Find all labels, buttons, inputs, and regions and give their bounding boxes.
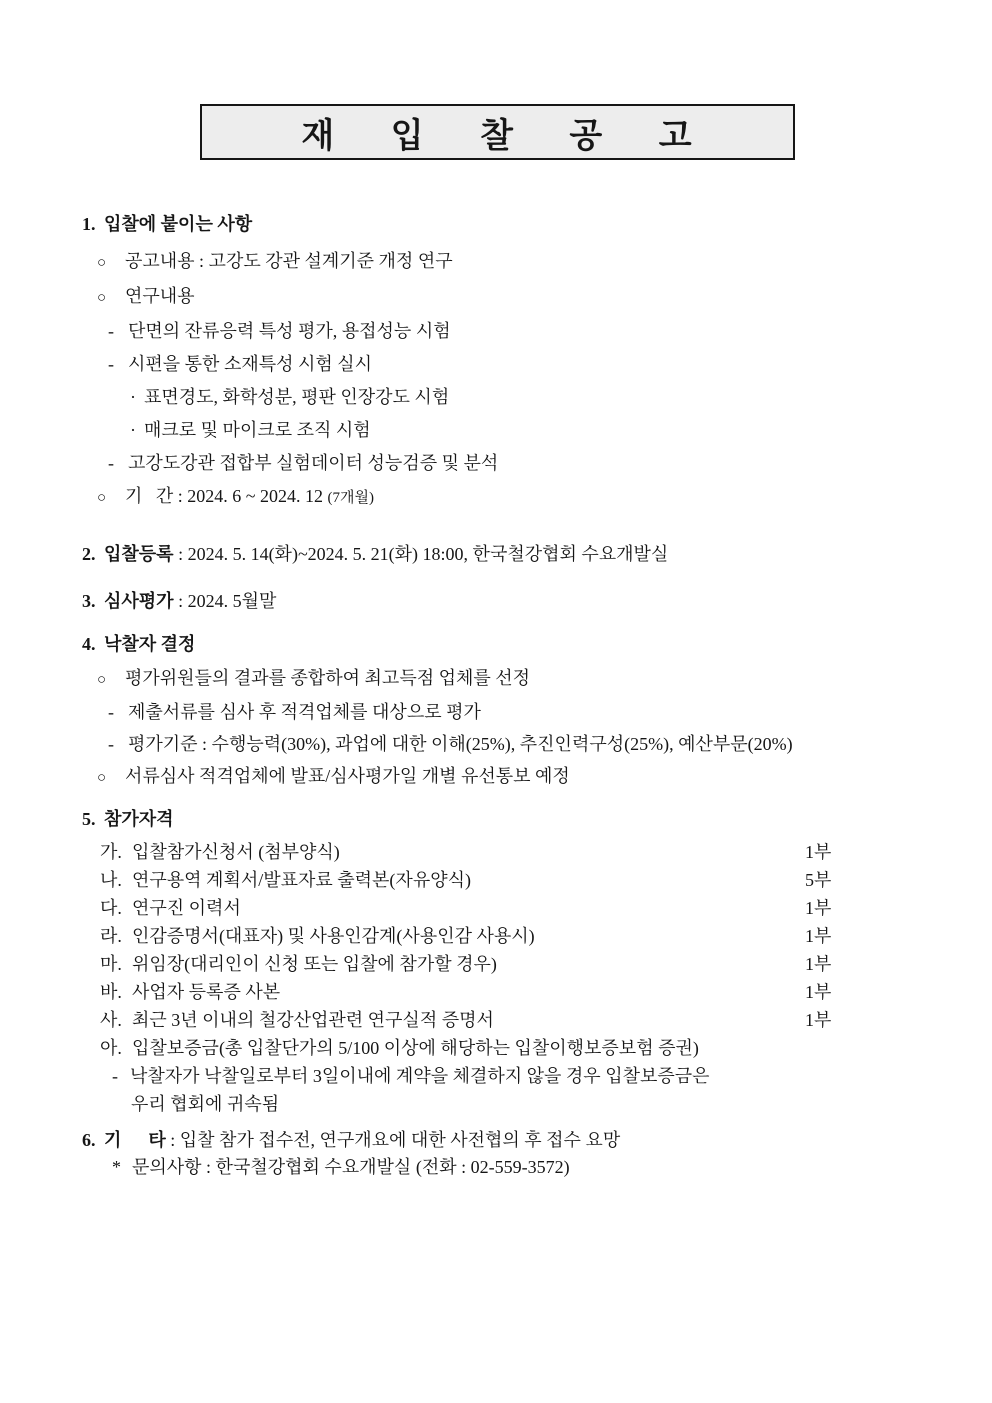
asterisk-marker: * xyxy=(112,1157,121,1177)
row-count: 5부 xyxy=(805,870,832,890)
contact-text: 문의사항 : 한국철강협회 수요개발실 (전화 : 02-559-3572) xyxy=(132,1157,570,1177)
list-item-text: 평가위원들의 결과를 종합하여 최고득점 업체를 선정 xyxy=(125,668,531,688)
section-number: 2. xyxy=(82,544,96,564)
deposit-note-line xyxy=(0,1062,992,1090)
circle-bullet: ○ xyxy=(97,255,107,271)
row-label: 마. xyxy=(100,954,122,974)
qualification-row xyxy=(0,950,992,978)
qualification-row xyxy=(0,1034,992,1062)
section-4-items xyxy=(0,662,992,794)
section-3-heading xyxy=(0,589,992,613)
qualification-row xyxy=(0,1006,992,1034)
list-item-text: 표면경도, 화학성분, 평판 인장강도 시험 xyxy=(144,387,450,407)
dash-bullet: - xyxy=(112,1066,118,1086)
section-number: 4. xyxy=(82,634,96,654)
list-item-text: 공고내용 : 고강도 강관 설계기준 개정 연구 xyxy=(125,251,453,271)
qualification-row xyxy=(0,894,992,922)
row-label: 다. xyxy=(100,898,122,918)
list-item-period xyxy=(0,480,992,515)
list-item xyxy=(0,696,992,728)
list-item-text: 연구내용 xyxy=(125,286,195,306)
row-count: 1부 xyxy=(805,842,832,862)
row-text: 사업자 등록증 사본 xyxy=(132,982,281,1002)
circle-bullet: ○ xyxy=(97,672,107,688)
section-5-rows xyxy=(0,838,992,1118)
dash-bullet: - xyxy=(108,321,114,341)
deposit-note-continuation xyxy=(0,1090,992,1118)
list-item-text: 단면의 잔류응력 특성 평가, 용접성능 시험 xyxy=(128,321,451,341)
circle-bullet: ○ xyxy=(97,490,107,506)
qualification-row xyxy=(0,922,992,950)
row-text: 입찰보증금(총 입찰단가의 5/100 이상에 해당하는 입찰이행보증보험 증권) xyxy=(132,1038,699,1058)
list-item-text: 기 간 : 2024. 6 ~ 2024. 12 xyxy=(125,486,328,506)
list-item xyxy=(0,348,992,381)
section-1-heading xyxy=(0,212,992,236)
list-item-text: 서류심사 적격업체에 발표/심사평가일 개별 유선통보 예정 xyxy=(125,766,570,786)
list-item xyxy=(0,662,992,696)
section-2-heading xyxy=(0,542,992,566)
section-title: 심사평가 xyxy=(104,591,174,611)
row-text: 연구용역 계획서/발표자료 출력본(자유양식) xyxy=(132,870,471,890)
list-item xyxy=(0,381,992,414)
row-label: 사. xyxy=(100,1010,122,1030)
row-count: 1부 xyxy=(805,982,832,1002)
row-label: 가. xyxy=(100,842,122,862)
list-item-text: 매크로 및 마이크로 조직 시험 xyxy=(144,420,371,440)
registration-period: : 2024. 5. 14(화)~2024. 5. 21(화) 18:00, 한국철강협회 수요개발실 xyxy=(173,544,669,564)
contact-note xyxy=(0,1153,992,1181)
list-item xyxy=(0,315,992,348)
row-label: 아. xyxy=(100,1038,122,1058)
list-item xyxy=(0,728,992,760)
section-title: 입찰등록 xyxy=(104,544,174,564)
list-item xyxy=(0,447,992,480)
dash-bullet: - xyxy=(108,453,114,473)
list-item-text: 평가기준 : 수행능력(30%), 과업에 대한 이해(25%), 추진인력구성(25%), 예산부문(20%) xyxy=(128,734,793,754)
note-text: 우리 협회에 귀속됨 xyxy=(131,1094,280,1114)
row-label: 나. xyxy=(100,870,122,890)
list-item xyxy=(0,245,992,280)
row-count: 1부 xyxy=(805,954,832,974)
row-text: 연구진 이력서 xyxy=(132,898,241,918)
row-count: 1부 xyxy=(805,926,832,946)
misc-text: : 입찰 참가 접수전, 연구개요에 대한 사전협의 후 접수 요망 xyxy=(165,1130,621,1150)
dash-bullet: - xyxy=(108,354,114,374)
section-title: 입찰에 붙이는 사항 xyxy=(104,214,253,234)
qualification-row xyxy=(0,866,992,894)
section-number: 6. xyxy=(82,1130,96,1150)
section-1-items xyxy=(0,245,992,515)
dash-bullet: - xyxy=(108,702,114,722)
list-item xyxy=(0,760,992,794)
note-text: 낙찰자가 낙찰일로부터 3일이내에 계약을 체결하지 않을 경우 입찰보증금은 xyxy=(130,1066,710,1086)
section-title: 참가자격 xyxy=(104,809,174,829)
row-label: 라. xyxy=(100,926,122,946)
row-text: 최근 3년 이내의 철강산업관련 연구실적 증명서 xyxy=(132,1010,494,1030)
document-title: 재 입 찰 공 고 xyxy=(301,117,694,155)
row-text: 인감증명서(대표자) 및 사용인감계(사용인감 사용시) xyxy=(132,926,535,946)
row-text: 위임장(대리인이 신청 또는 입찰에 참가할 경우) xyxy=(132,954,497,974)
row-count: 1부 xyxy=(805,898,832,918)
list-item-text: 시편을 통한 소재특성 시험 실시 xyxy=(128,354,373,374)
section-title: 기 타 xyxy=(104,1130,166,1150)
qualification-row xyxy=(0,838,992,866)
dot-bullet: · xyxy=(130,387,136,407)
section-number: 3. xyxy=(82,591,96,611)
section-4-heading xyxy=(0,632,992,656)
section-number: 5. xyxy=(82,809,96,829)
circle-bullet: ○ xyxy=(97,290,107,306)
period-duration: (7개월) xyxy=(327,490,374,506)
list-item-text: 고강도강관 접합부 실험데이터 성능검증 및 분석 xyxy=(128,453,499,473)
row-count: 1부 xyxy=(805,1010,832,1030)
dash-bullet: - xyxy=(108,734,114,754)
qualification-row xyxy=(0,978,992,1006)
row-text: 입찰참가신청서 (첨부양식) xyxy=(132,842,340,862)
evaluation-date: : 2024. 5월말 xyxy=(173,591,277,611)
row-label: 바. xyxy=(100,982,122,1002)
section-6-heading xyxy=(0,1127,992,1153)
list-item xyxy=(0,280,992,315)
list-item-text: 제출서류를 심사 후 적격업체를 대상으로 평가 xyxy=(128,702,481,722)
dot-bullet: · xyxy=(130,420,136,440)
section-number: 1. xyxy=(82,214,96,234)
circle-bullet: ○ xyxy=(97,770,107,786)
section-5-heading xyxy=(0,807,992,831)
list-item xyxy=(0,414,992,447)
section-title: 낙찰자 결정 xyxy=(104,634,196,654)
